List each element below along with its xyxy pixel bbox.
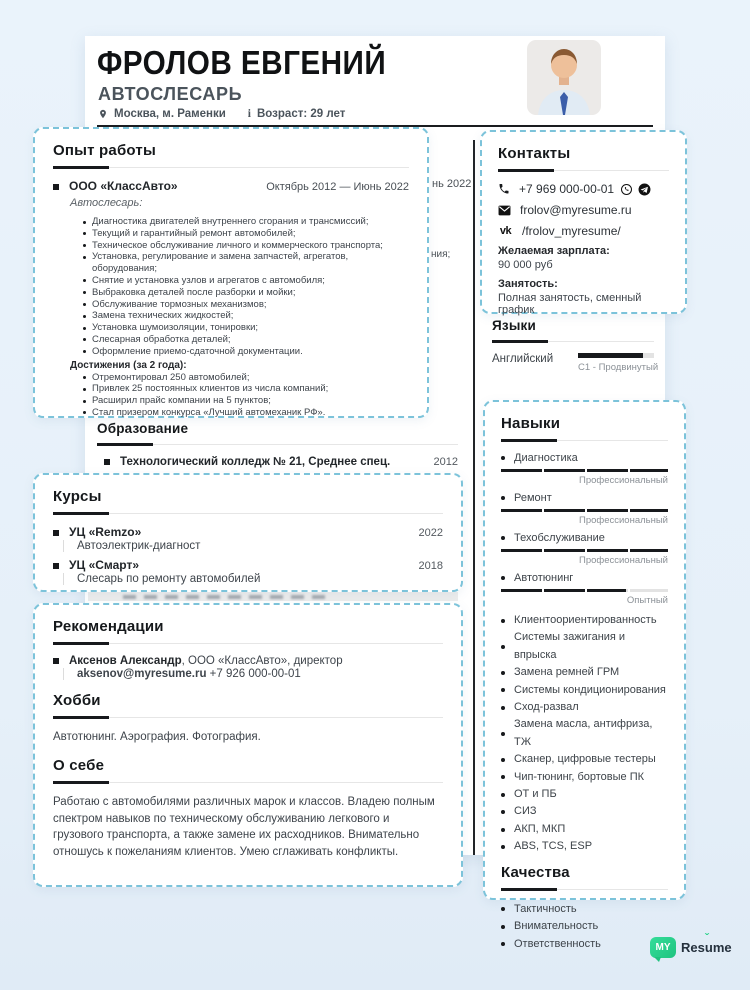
header-meta (98, 108, 345, 120)
vk-handle[interactable]: /frolov_myresume/ (522, 224, 621, 238)
duty-item: Диагностика двигателей внутреннего сгорания и трансмиссий; (83, 216, 409, 228)
skill-level-bar (501, 469, 668, 472)
education-section (97, 421, 458, 468)
info-icon: i (247, 108, 251, 120)
referee-name: Аксенов Александр (69, 655, 182, 667)
phone-number[interactable]: +7 969 000-00-01 (519, 182, 615, 196)
contacts-card[interactable] (480, 130, 687, 314)
recommendations-heading: Рекомендации (53, 618, 164, 635)
duty-item: Установка, регулирование и замена запчастей, агрегатов, оборудования; (83, 251, 409, 275)
skills-heading: Навыки (501, 415, 561, 432)
achievement-item: Расширил прайс компании на 5 пунктов; (83, 395, 409, 407)
telegram-icon[interactable] (638, 183, 651, 196)
age-text: Возраст: 29 лет (257, 108, 346, 120)
logo-bubble-icon: MY (650, 937, 676, 958)
vk-icon: vk (499, 225, 512, 237)
language-entry: Английский C1 - Продвинутый (492, 353, 659, 373)
candidate-job-title: АВТОСЛЕСАРЬ (98, 84, 243, 104)
duty-item: Техническое обслуживание личного и коммерческого транспорта; (83, 240, 409, 252)
course-entry: УЦ «Remzo» 2022 Автоэлектрик-диагност (53, 525, 443, 552)
hidden-text-fragment: ния; (431, 249, 451, 260)
experience-heading: Опыт работы (53, 142, 156, 159)
whatsapp-icon[interactable] (620, 183, 633, 196)
myresume-logo[interactable] (650, 937, 732, 958)
duty-item: Снятие и установка узлов и агрегатов с автомобиля; (83, 275, 409, 287)
education-heading: Образование (97, 421, 189, 436)
skill-item: Замена масла, антифриза, ТЖ (501, 716, 668, 751)
salary-label: Желаемая зарплата: (498, 245, 610, 257)
courses-card[interactable] (33, 473, 463, 592)
square-bullet (53, 658, 59, 664)
language-level-bar (578, 353, 654, 358)
candidate-name: ФРОЛОВ ЕВГЕНИЙ (97, 44, 387, 81)
skill-level-bar (501, 509, 668, 512)
skill-item: СИЗ (501, 803, 668, 820)
rated-skill: Диагностика Профессиональный (501, 452, 668, 486)
skill-item: Сканер, цифровые тестеры (501, 751, 668, 768)
referee-contacts (63, 668, 443, 680)
skill-level-bar (501, 589, 668, 592)
recommendation-entry (53, 655, 443, 667)
duty-item: Оформление приемо-сдаточной документации. (83, 346, 409, 358)
square-bullet (53, 184, 59, 190)
referee-role: , ООО «КлассАвто», директор (181, 655, 343, 667)
skill-item: Чип-тюнинг, бортовые ПК (501, 769, 668, 786)
rated-skill: Техобслуживание Профессиональный (501, 532, 668, 566)
square-bullet (53, 563, 59, 569)
avatar (527, 40, 601, 115)
column-divider (473, 140, 475, 855)
skill-item: Клиентоориентированность (501, 612, 668, 629)
rated-skill: Автотюнинг Опытный (501, 572, 668, 606)
experience-dates: Октябрь 2012 — Июнь 2022 (266, 181, 409, 193)
language-level-label: C1 - Продвинутый (578, 362, 659, 373)
square-bullet (53, 530, 59, 536)
email-row (498, 203, 669, 217)
courses-heading: Курсы (53, 488, 102, 505)
experience-entry: ООО «КлассАвто» Октябрь 2012 — Июнь 2022 (53, 179, 409, 193)
quality-item: Ответственность (501, 936, 668, 953)
about-text: Работаю с автомобилями различных марок и классов. Владею полным спектром навыков по техническому обслуживанию легкового и грузового транспорта, а также замене их расходников. Внимательно отношусь к пожеланиям клиентов. Умею сглаживать конфликты. (53, 796, 435, 858)
vk-row (498, 224, 669, 238)
skill-item: Системы зажигания и впрыска (501, 629, 668, 664)
square-bullet (104, 459, 110, 465)
duty-item: Обслуживание тормозных механизмов; (83, 299, 409, 311)
skill-item: Замена ремней ГРМ (501, 664, 668, 681)
duty-item: Выбраковка деталей после разборки и мойки; (83, 287, 409, 299)
skill-item: Системы кондиционирования (501, 682, 668, 699)
duty-item: Установка шумоизоляции, тонировки; (83, 322, 409, 334)
skill-item: АКП, МКП (501, 821, 668, 838)
duty-item: Замена технических жидкостей; (83, 310, 409, 322)
course-entry: УЦ «Смарт» 2018 Слесарь по ремонту автомобилей (53, 558, 443, 585)
referee-email[interactable]: aksenov@myresume.ru (77, 668, 207, 680)
logo-text: Resˇ ume (681, 940, 732, 955)
achievement-item: Привлек 25 постоянных клиентов из числа компаний; (83, 383, 409, 395)
achievement-item: Отремонтировал 250 автомобилей; (83, 372, 409, 384)
employment-value: Полная занятость, сменный график (498, 292, 642, 316)
email-icon (498, 205, 511, 216)
skill-item: ОТ и ПБ (501, 786, 668, 803)
about-heading: О себе (53, 757, 105, 775)
education-entry: Технологический колледж № 21, Среднее спец. 2012 (97, 456, 458, 468)
phone-row (498, 182, 669, 196)
obscured-text-strip (88, 592, 458, 601)
quality-item: Внимательность (501, 918, 668, 935)
languages-heading: Языки (492, 318, 536, 333)
skill-item: ABS, TCS, ESP (501, 838, 668, 855)
qualities-heading: Качества (501, 863, 570, 881)
location-text: Москва, м. Раменки (114, 108, 226, 120)
languages-section (492, 318, 659, 373)
achievement-item: Стал призером конкурса «Лучший автомеханик РФ». (83, 407, 409, 419)
location-pin-icon (98, 108, 108, 120)
duty-item: Слесарная обработка деталей; (83, 334, 409, 346)
about-card[interactable] (33, 603, 463, 887)
email-text[interactable]: frolov@myresume.ru (520, 203, 632, 217)
skill-item: Сход-развал (501, 699, 668, 716)
hobby-heading: Хобби (53, 692, 101, 709)
experience-card[interactable] (33, 127, 429, 418)
quality-item: Тактичность (501, 901, 668, 918)
referee-phone: +7 926 000-00-01 (206, 668, 301, 680)
duty-item: Текущий и гарантийный ремонт автомобилей; (83, 228, 409, 240)
salary-value: 90 000 руб (498, 259, 553, 271)
hidden-date-fragment: нь 2022 (432, 178, 472, 190)
profile-photo (527, 40, 601, 115)
hobby-text: Автотюнинг. Аэрография. Фотография. (53, 731, 261, 743)
achievements-heading: Достижения (за 2 года): (70, 359, 187, 371)
employment-label: Занятость: (498, 278, 558, 290)
phone-icon (498, 183, 510, 195)
skill-level-bar (501, 549, 668, 552)
experience-role: Автослесарь: (70, 197, 143, 209)
rated-skill: Ремонт Профессиональный (501, 492, 668, 526)
contacts-heading: Контакты (498, 145, 571, 162)
